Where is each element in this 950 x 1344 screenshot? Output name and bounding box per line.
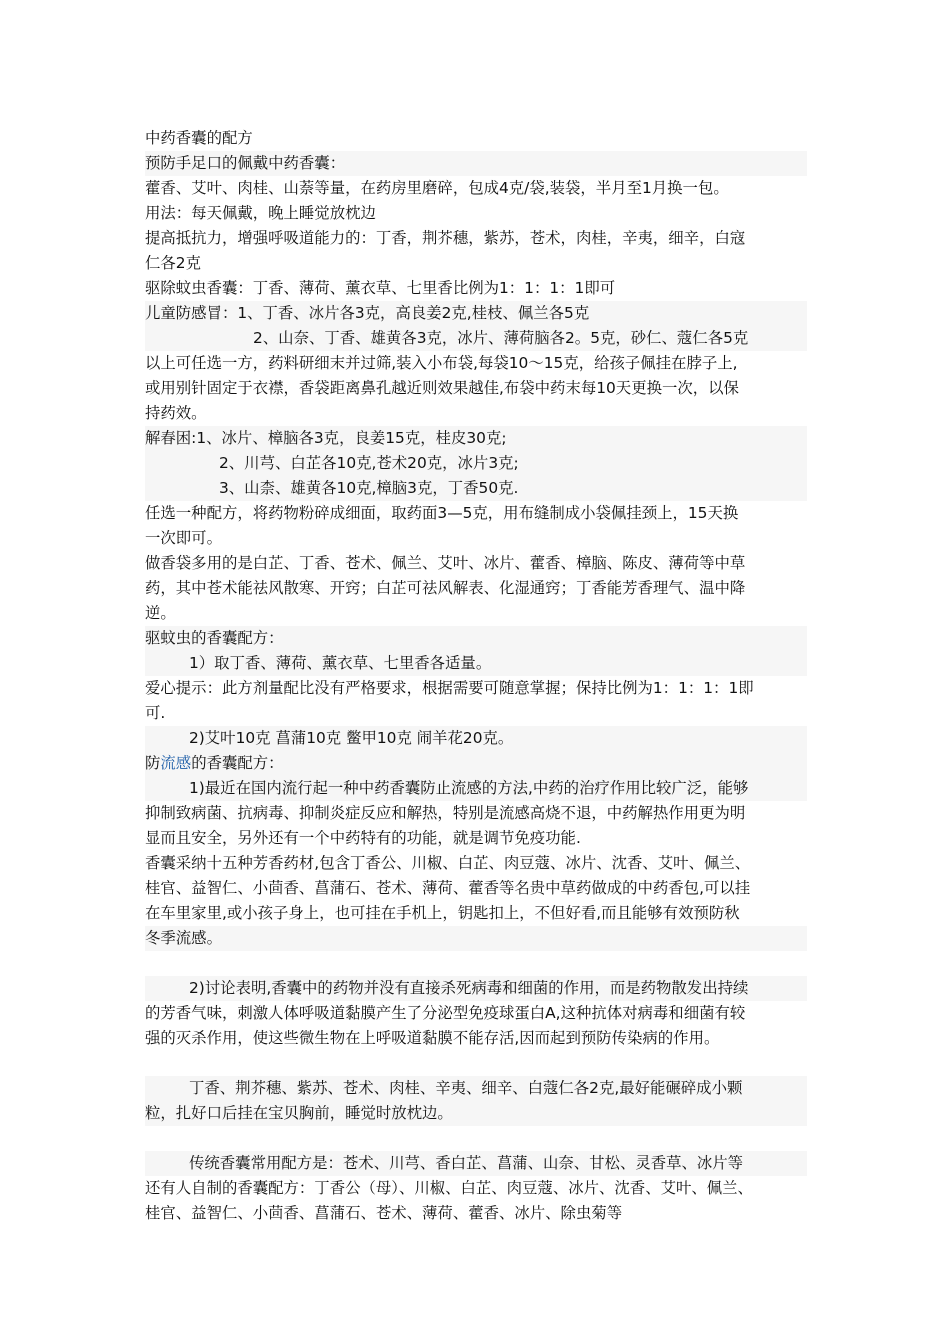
doc-line: 一次即可。 bbox=[145, 529, 222, 547]
doc-line: 驱除蚊虫香囊：丁香、薄荷、薰衣草、七里香比例为1：1：1：1即可 bbox=[145, 279, 616, 297]
doc-line: 桂官、益智仁、小茴香、菖蒲石、苍术、薄荷、藿香、冰片、除虫菊等 bbox=[145, 1204, 623, 1222]
doc-line: 丁香、荆芥穗、紫苏、苍术、肉桂、辛夷、细辛、白蔻仁各2克,最好能碾碎成小颗 bbox=[145, 1076, 807, 1101]
doc-line: 强的灭杀作用，使这些微生物在上呼吸道黏膜不能存活,因而起到预防传染病的作用。 bbox=[145, 1029, 720, 1047]
doc-line: 传统香囊常用配方是：苍术、川芎、香白芷、菖蒲、山奈、甘松、灵香草、冰片等 bbox=[145, 1151, 807, 1176]
flu-heading-suffix: 的香囊配方： bbox=[191, 754, 284, 772]
section-heading-flu bbox=[145, 751, 807, 776]
doc-line: 可. bbox=[145, 704, 166, 722]
doc-line: 粒，扎好口后挂在宝贝胸前，睡觉时放枕边。 bbox=[145, 1101, 807, 1126]
blank-line bbox=[145, 1051, 807, 1076]
doc-line: 做香袋多用的是白芷、丁香、苍术、佩兰、艾叶、冰片、藿香、樟脑、陈皮、薄荷等中草 bbox=[145, 554, 746, 572]
doc-line: 3、山柰、雄黄各10克,樟脑3克，丁香50克. bbox=[145, 476, 807, 501]
doc-line: 还有人自制的香囊配方：丁香公（母）、川椒、白芷、肉豆蔻、冰片、沈香、艾叶、佩兰、 bbox=[145, 1179, 753, 1197]
doc-line: 以上可任选一方，药料研细末并过筛,装入小布袋,每袋10～15克，给孩子佩挂在脖子上, bbox=[145, 354, 738, 372]
doc-line: 用法：每天佩戴，晚上睡觉放枕边 bbox=[145, 204, 376, 222]
doc-line: 2、川芎、白芷各10克,苍术20克，冰片3克; bbox=[145, 451, 807, 476]
doc-line: 逆。 bbox=[145, 604, 176, 622]
section-heading-hfmd: 预防手足口的佩戴中药香囊： bbox=[145, 151, 807, 176]
doc-line: 任选一种配方，将药物粉碎成细面，取药面3—5克，用布缝制成小袋佩挂颈上，15天换 bbox=[145, 504, 739, 522]
doc-line: 1)最近在国内流行起一种中药香囊防止流感的方法,中药的治疗作用比较广泛，能够 bbox=[145, 776, 807, 801]
doc-title: 中药香囊的配方 bbox=[145, 129, 253, 147]
doc-line: 香囊采纳十五种芳香药材,包含丁香公、川椒、白芷、肉豆蔻、冰片、沈香、艾叶、佩兰、 bbox=[145, 854, 751, 872]
doc-line: 2)艾叶10克 菖蒲10克 鳖甲10克 闹羊花20克。 bbox=[145, 726, 807, 751]
doc-line: 2)讨论表明,香囊中的药物并没有直接杀死病毒和细菌的作用，而是药物散发出持续 bbox=[145, 976, 807, 1001]
doc-line: 抑制致病菌、抗病毒、抑制炎症反应和解热，特别是流感高烧不退，中药解热作用更为明 bbox=[145, 804, 746, 822]
doc-line: 爱心提示：此方剂量配比没有严格要求，根据需要可随意掌握；保持比例为1：1：1：1即 bbox=[145, 679, 754, 697]
blank-line bbox=[145, 951, 807, 976]
blank-line bbox=[145, 1126, 807, 1151]
doc-line: 显而且安全，另外还有一个中药特有的功能，就是调节免疫功能. bbox=[145, 829, 581, 847]
flu-link[interactable]: 流感 bbox=[160, 754, 192, 772]
doc-line: 桂官、益智仁、小茴香、菖蒲石、苍术、薄荷、藿香等名贵中草药做成的中药香包,可以挂 bbox=[145, 879, 751, 897]
doc-line: 在车里家里,或小孩子身上，也可挂在手机上，钥匙扣上，不但好看,而且能够有效预防秋 bbox=[145, 904, 740, 922]
section-heading-mosquito: 驱蚊虫的香囊配方： bbox=[145, 626, 807, 651]
doc-line: 仁各2克 bbox=[145, 254, 201, 272]
doc-line: 冬季流感。 bbox=[145, 926, 807, 951]
flu-heading-prefix: 防 bbox=[145, 754, 161, 772]
doc-line: 提高抵抗力，增强呼吸道能力的：丁香，荆芥穗，紫苏，苍术，肉桂，辛夷，细辛，白寇 bbox=[145, 229, 746, 247]
doc-line: 或用别针固定于衣襟，香袋距离鼻孔越近则效果越佳,布袋中药末每10天更换一次，以保 bbox=[145, 379, 739, 397]
doc-line: 解春困:1、冰片、樟脑各3克，良姜15克，桂皮30克; bbox=[145, 426, 807, 451]
doc-line: 持药效。 bbox=[145, 404, 207, 422]
document-body bbox=[145, 126, 807, 1226]
doc-line: 1）取丁香、薄荷、薰衣草、七里香各适量。 bbox=[145, 651, 807, 676]
doc-line: 的芳香气味，刺激人体呼吸道黏膜产生了分泌型免疫球蛋白A,这种抗体对病毒和细菌有较 bbox=[145, 1004, 746, 1022]
doc-line: 儿童防感冒：1、丁香、冰片各3克，高良姜2克,桂枝、佩兰各5克 bbox=[145, 301, 807, 326]
doc-line: 药，其中苍术能祛风散寒、开窍；白芷可祛风解表、化湿通窍；丁香能芳香理气、温中降 bbox=[145, 579, 746, 597]
doc-line: 藿香、艾叶、肉桂、山萘等量，在药房里磨碎，包成4克/袋,装袋，半月至1月换一包。 bbox=[145, 179, 729, 197]
doc-line: 2、山奈、丁香、雄黄各3克，冰片、薄荷脑各2。5克，砂仁、蔻仁各5克 bbox=[145, 326, 807, 351]
